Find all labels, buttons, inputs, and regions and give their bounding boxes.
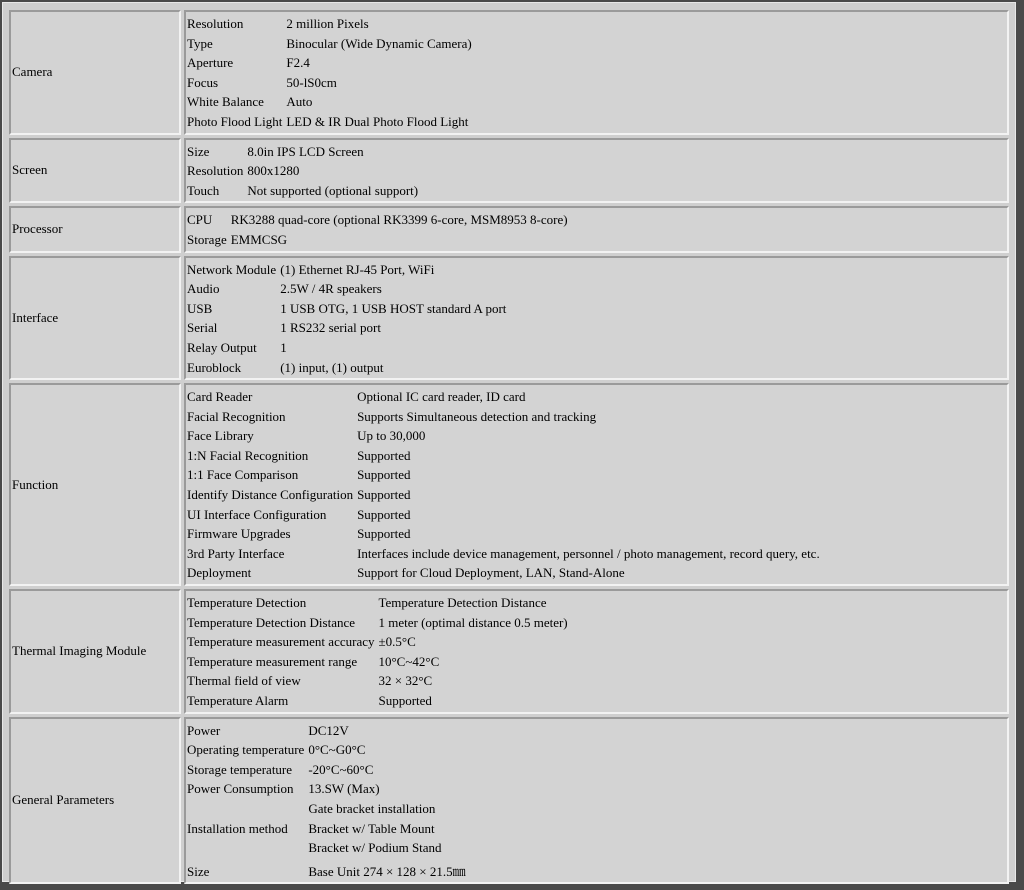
- spec-row: [187, 760, 470, 780]
- spec-row: [187, 544, 824, 564]
- spec-row: [187, 112, 476, 132]
- spec-section: [9, 10, 1009, 135]
- section-category: Screen: [9, 138, 181, 204]
- spec-value: Supported: [357, 506, 411, 522]
- spec-value: LED & IR Dual Photo Flood Light: [286, 113, 469, 129]
- spec-row: [187, 181, 422, 201]
- spec-value: Supported: [357, 467, 411, 483]
- spec-value: Supported: [357, 526, 411, 542]
- spec-row: [187, 210, 572, 230]
- spec-row: [187, 524, 824, 544]
- spec-label: Audio: [187, 281, 220, 297]
- spec-value: F2.4: [286, 55, 310, 71]
- spec-label: Storage temperature: [187, 761, 293, 777]
- spec-row: [187, 505, 824, 525]
- spec-value: Base Unit 274 × 128 × 21.5㎜: [308, 863, 466, 879]
- section-category: Function: [9, 383, 181, 586]
- spec-label: Euroblock: [187, 359, 242, 375]
- spec-value: Bracket w/ Table Mount: [308, 820, 435, 836]
- spec-value: 1 USB OTG, 1 USB HOST standard A port: [280, 300, 507, 316]
- spec-row: [187, 318, 510, 338]
- spec-value: Temperature Detection Distance: [378, 595, 547, 611]
- spec-row: [187, 563, 824, 583]
- spec-section: [9, 256, 1009, 381]
- spec-table: [2, 2, 1016, 882]
- spec-label: Firmware Upgrades: [187, 526, 291, 542]
- spec-section: [9, 383, 1009, 586]
- spec-section: [9, 717, 1009, 885]
- section-rows: [184, 138, 1009, 204]
- spec-value: Support for Cloud Deployment, LAN, Stand-Alone: [357, 565, 625, 581]
- spec-value: -20°C~60°C: [308, 761, 374, 777]
- spec-value: 32 × 32°C: [378, 673, 433, 689]
- spec-row: [187, 632, 572, 652]
- section-category: Interface: [9, 256, 181, 381]
- spec-value: (1) Ethernet RJ-45 Port, WiFi: [280, 261, 435, 277]
- spec-value: DC12V: [308, 722, 349, 738]
- spec-value: 2 million Pixels: [286, 16, 369, 31]
- section-category: Thermal Imaging Module: [9, 589, 181, 714]
- spec-value: ±0.5°C: [378, 634, 416, 650]
- spec-row: [187, 779, 470, 799]
- spec-label: Photo Flood Light: [187, 113, 283, 129]
- spec-row: [187, 142, 422, 162]
- spec-row: [187, 387, 824, 407]
- spec-label: Temperature measurement range: [187, 653, 358, 669]
- spec-label: White Balance: [187, 94, 264, 110]
- spec-label: Resolution: [187, 16, 244, 31]
- spec-row: [187, 593, 572, 613]
- spec-row: [187, 92, 476, 112]
- spec-value: Up to 30,000: [357, 428, 426, 444]
- spec-value: 800x1280: [247, 163, 300, 179]
- spec-row: [187, 652, 572, 672]
- spec-value: 1 meter (optimal distance 0.5 meter): [378, 614, 568, 630]
- spec-label: Resolution: [187, 163, 244, 179]
- spec-row: [187, 671, 572, 691]
- spec-value-list: [308, 799, 469, 858]
- spec-label: 1:N Facial Recognition: [187, 447, 309, 463]
- section-rows: [184, 383, 1009, 586]
- spec-row: [187, 14, 476, 34]
- spec-value: Gate bracket installation: [308, 800, 436, 816]
- spec-value: 13.SW (Max): [308, 781, 380, 797]
- spec-value: Not supported (optional support): [247, 182, 419, 198]
- spec-row: [187, 279, 510, 299]
- spec-label: Size: [187, 863, 210, 879]
- spec-row: [187, 230, 572, 250]
- spec-value: (1) input, (1) output: [280, 359, 384, 375]
- section-rows: [184, 206, 1009, 252]
- section-rows: [184, 717, 1009, 885]
- spec-row: [187, 613, 572, 633]
- spec-value: EMMCSG: [230, 231, 288, 247]
- spec-label: Face Library: [187, 428, 254, 444]
- spec-row: [187, 691, 572, 711]
- spec-label: Type: [187, 35, 213, 51]
- spec-value: Optional IC card reader, ID card: [357, 389, 526, 405]
- spec-row: [187, 73, 476, 93]
- spec-label: Deployment: [187, 565, 252, 581]
- spec-label: Temperature Detection Distance: [187, 614, 356, 630]
- spec-value: 50-lS0cm: [286, 74, 337, 90]
- spec-label: Network Module: [187, 261, 277, 277]
- spec-label: Facial Recognition: [187, 408, 286, 424]
- spec-value: 1 RS232 serial port: [280, 320, 381, 336]
- spec-label: 1:1 Face Comparison: [187, 467, 299, 483]
- spec-row: [187, 446, 824, 466]
- spec-value: Supported: [357, 447, 411, 463]
- spec-value: Supports Simultaneous detection and tracking: [357, 408, 597, 424]
- spec-value: Binocular (Wide Dynamic Camera): [286, 35, 472, 51]
- spec-value: Bracket w/ Podium Stand: [308, 840, 442, 856]
- spec-row: [187, 740, 470, 760]
- section-category: Camera: [9, 10, 181, 135]
- spec-label: USB: [187, 300, 213, 316]
- spec-label: Power: [187, 722, 221, 738]
- spec-row: [187, 799, 470, 858]
- spec-row: [187, 426, 824, 446]
- spec-section: [9, 206, 1009, 252]
- spec-row: [187, 358, 510, 378]
- spec-row: [187, 862, 470, 882]
- spec-value: 8.0in IPS LCD Screen: [247, 143, 364, 159]
- spec-row: [187, 465, 824, 485]
- spec-value: RK3288 quad-core (optional RK3399 6-core, MSM8953 8-core): [230, 212, 568, 228]
- spec-value: 1: [280, 339, 287, 355]
- spec-label: Temperature measurement accuracy: [187, 634, 375, 650]
- spec-value: Supported: [378, 693, 432, 708]
- spec-value: 0°C~G0°C: [308, 742, 366, 758]
- spec-row: [187, 53, 476, 73]
- spec-row: [187, 34, 476, 54]
- spec-row: [187, 161, 422, 181]
- spec-row: [187, 260, 510, 280]
- section-category: General Parameters: [9, 717, 181, 885]
- spec-label: CPU: [187, 212, 213, 228]
- spec-label: 3rd Party Interface: [187, 545, 285, 561]
- spec-label: Relay Output: [187, 339, 257, 355]
- spec-value: 10°C~42°C: [378, 653, 440, 669]
- spec-label: Focus: [187, 74, 219, 90]
- spec-label: Thermal field of view: [187, 673, 301, 689]
- spec-label: Temperature Detection: [187, 595, 307, 611]
- spec-label: Serial: [187, 320, 218, 336]
- spec-value: Interfaces include device management, personnel / photo management, record query, etc.: [357, 545, 820, 561]
- spec-label: Storage: [187, 231, 227, 247]
- spec-row: [187, 338, 510, 358]
- section-rows: [184, 589, 1009, 714]
- spec-label: Installation method: [187, 820, 288, 836]
- spec-label: UI Interface Configuration: [187, 506, 327, 522]
- spec-section: [9, 138, 1009, 204]
- spec-label: Touch: [187, 182, 220, 198]
- spec-label: Operating temperature: [187, 742, 305, 758]
- spec-value: Auto: [286, 94, 313, 110]
- section-rows: [184, 256, 1009, 381]
- spec-label: Aperture: [187, 55, 234, 71]
- spec-label: Size: [187, 143, 210, 159]
- spec-row: [187, 721, 470, 741]
- section-category: Processor: [9, 206, 181, 252]
- spec-row: [187, 407, 824, 427]
- spec-label: Power Consumption: [187, 781, 294, 797]
- spec-row: [187, 485, 824, 505]
- section-rows: [184, 10, 1009, 135]
- spec-label: Identify Distance Configuration: [187, 487, 354, 503]
- spec-label: Card Reader: [187, 389, 253, 405]
- spec-section: [9, 589, 1009, 714]
- spec-row: [187, 299, 510, 319]
- spec-value: Supported: [357, 487, 411, 503]
- spec-label: Temperature Alarm: [187, 693, 289, 708]
- spec-value: 2.5W / 4R speakers: [280, 281, 382, 297]
